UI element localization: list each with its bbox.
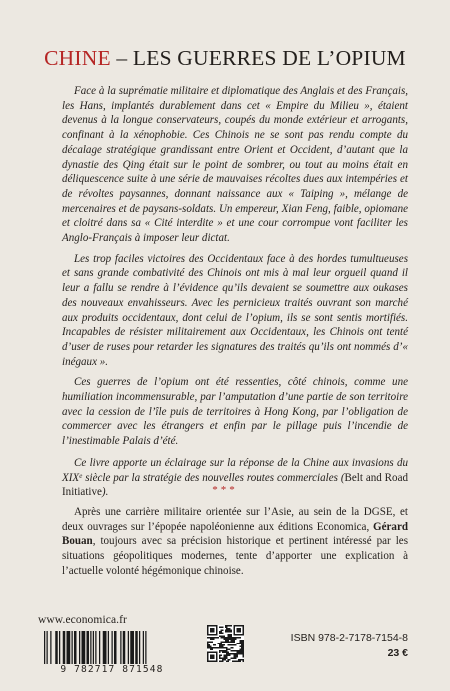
blurb-paragraph-1: Face à la suprématie militaire et diplomatique des Anglais et des Français, les Hans, implantés durablement dans cet « Empire du Milieu », étaient devenus à la longue conservateurs, coupés du monde extérieur et arrogants, confinant à la xénophobie. Ces Chinois ne se sont pas rendu compte du décalage stratégique grandissant entre Orient et Occident, d’autant que la dynastie des Qing était sur le point de sombrer, ou tout au moins était en déliquescence suite à une série de mauvaises récoltes dues aux intempéries et de révoltes paysannes, donnant naissance aux « Taiping », mélange de mercenaires et de paysans-soldats. Un empereur, Xian Feng, faible, opiomane et cloitré dans sa « Cité interdite » et une cour corrompue vont faciliter les Anglo-Français à imposer leur dictat.	[62, 85, 408, 245]
author-bio-start: Après une carrière militaire orientée sur l’Asie, au sein de la DGSE, et deux ouvrages sur l’épopée napoléonienne aux éditions Economica,	[62, 506, 408, 533]
qr-code	[207, 625, 244, 662]
blurb	[62, 84, 408, 506]
title-rest: – LES GUERRES DE L’OPIUM	[110, 46, 406, 70]
isbn: ISBN 978-2-7178-7154-8	[290, 632, 408, 644]
barcode-digits: 9 782717 871548	[38, 664, 186, 675]
author-name: Gérard Bouan	[62, 520, 408, 548]
price: 23 €	[387, 647, 408, 659]
p4-text-b: siècle par la stratégie des nouvelles routes commerciales (	[82, 471, 345, 484]
p4-text-a: Ce livre apporte un éclairage sur la réponse de la Chine aux invasions du XIX	[62, 456, 408, 484]
book-title	[0, 46, 450, 71]
author-bio	[62, 505, 408, 579]
blurb-paragraph-2: Les trop faciles victoires des Occidentaux face à des hordes tumultueuses et sans grande combativité des Chinois ont mis à mal leur orgueil quand il leur a fallu se rendre à l’évidence qu’ils devaient se soumettre aux oukases des nouveaux envahisseurs. Avec les pernicieux traités ouvrant son marché aux produits occidentaux, dont celui de l’opium, ils se sont sentis mortifiés. Incapables de résister militairement aux Occidentaux, les Chinois ont tenté d’user de ruses pour retarder les signatures des traités qu’ils ont nommés d’« inégaux ».	[62, 252, 408, 368]
section-separator: ***	[212, 484, 238, 496]
century-superscript: e	[79, 471, 83, 480]
publisher-website: www.economica.fr	[38, 614, 127, 626]
title-accent: CHINE	[44, 46, 111, 70]
p4-text-d: ).	[101, 486, 109, 499]
p4-initiative: Belt and Road Initiative	[62, 471, 408, 499]
blurb-paragraph-3: Ces guerres de l’opium ont été ressenties, côté chinois, comme une humiliation incommensurable, par l’amputation d’une partie de son territoire avec la cession de l’île puis de territoires à Hong Kong, par l’obligation de commercer avec les étrangers et enfin par le pillage puis l’incendie de l’inestimable Palais d’été.	[62, 376, 408, 448]
author-bio-end: , toujours avec sa précision historique et pertinent intéressé par les situations géopolitiques modernes, tente d’apporter une explication à l’actuelle volonté hégémonique chinoise.	[62, 535, 408, 577]
